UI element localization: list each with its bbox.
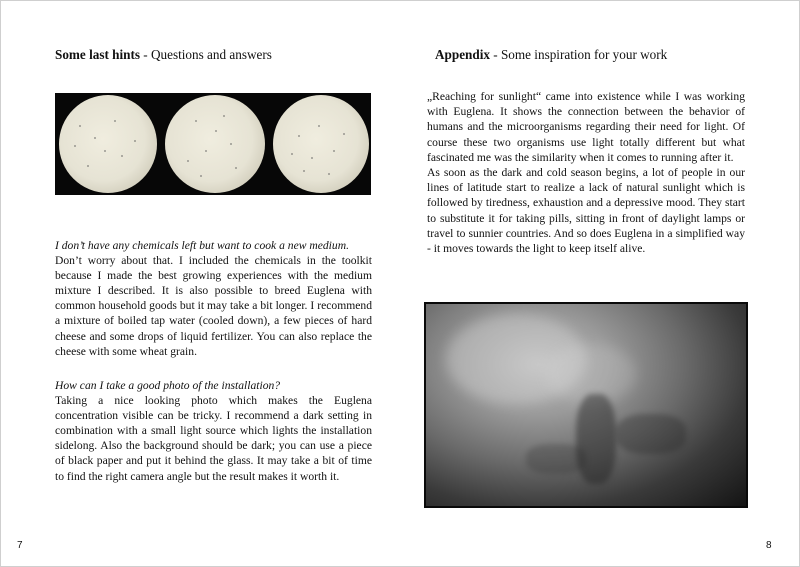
microscope-image-strip [55, 93, 371, 195]
appendix-paragraph: „Reaching for sunlight“ came into existence while I was working with Euglena. It shows the connection between the behavior of humans and the microorganisms regarding their need for light. Of course these two organisms use light totally different but what fascinated me was the similarity when it comes to running after it. [427, 90, 745, 164]
heading-bold: Appendix [435, 47, 490, 62]
question-text: I don’t have any chemicals left but want to cook a new medium. [55, 239, 349, 252]
appendix-body [427, 89, 745, 256]
answer-text: Don’t worry about that. I included the chemicals in the toolkit because I made the best growing experiences with the medium mixture I described. It is also possible to breed Euglena with common household goods but it may take a bit longer. I recommend a mixture of boiled tap water (cooled down), a few pieces of hard cheese and some drops of liquid fertilizer. You can also replace the cheese with some wheat grain. [55, 254, 372, 358]
installation-photo [424, 302, 748, 508]
heading-rest: - Questions and answers [140, 47, 272, 62]
right-page-heading [435, 47, 667, 63]
microscope-view-3 [273, 95, 369, 193]
left-page-heading [55, 47, 272, 63]
microscope-view-1 [59, 95, 157, 193]
qa-block-photo [55, 378, 372, 484]
qa-block-medium [55, 238, 372, 359]
microscope-view-2 [165, 95, 265, 193]
page-number: 8 [766, 540, 772, 551]
heading-bold: Some last hints [55, 47, 140, 62]
answer-text: Taking a nice looking photo which makes the Euglena concentration visible can be tricky. I recommend a dark setting in combination with a small light source which lights the installation sidelong. Also the background should be dark; you can use a piece of black paper and put it behind the glass. It may take a bit of time to find the right camera angle but the result makes it worth it. [55, 394, 372, 483]
question-text: How can I take a good photo of the installation? [55, 379, 281, 392]
heading-rest: - Some inspiration for your work [489, 47, 668, 62]
page-number: 7 [17, 540, 23, 551]
appendix-paragraph: As soon as the dark and cold season begins, a lot of people in our lines of latitude start to realize a lack of natural sunlight which is followed by tiredness, exhaustion and a depressive mood. They start to substitute it for taking pills, sitting in front of daylight lamps or travel to sunnier countries. And so does Euglena in a simplified way - it moves towards the light to keep itself alive. [427, 166, 745, 256]
right-page [400, 0, 800, 567]
